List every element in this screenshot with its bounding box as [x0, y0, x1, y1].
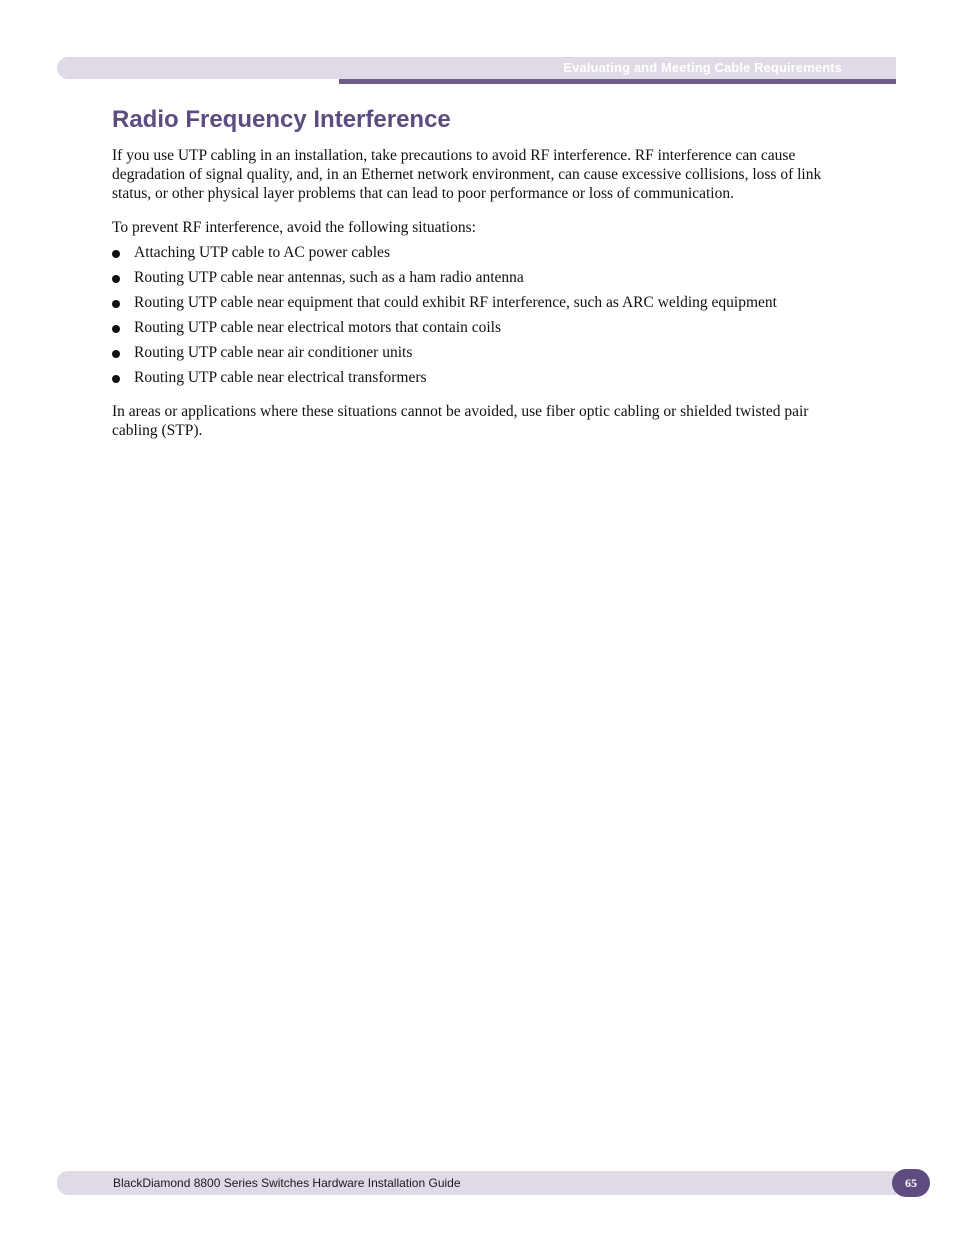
bullet-icon — [112, 375, 120, 383]
guide-title: BlackDiamond 8800 Series Switches Hardware Installation Guide — [113, 1176, 461, 1190]
list-item-text: Routing UTP cable near electrical motors that contain coils — [134, 319, 502, 336]
list-item — [112, 318, 848, 337]
list-lead-paragraph: To prevent RF interference, avoid the following situations: — [112, 219, 476, 236]
list-item-text: Routing UTP cable near equipment that could exhibit RF interference, such as ARC welding equipment — [134, 294, 777, 311]
running-header — [57, 57, 896, 79]
page-number-badge: 65 — [892, 1169, 930, 1197]
list-item-text: Routing UTP cable near electrical transformers — [134, 369, 427, 386]
list-item — [112, 268, 848, 287]
list-item — [112, 293, 848, 312]
header-divider — [339, 79, 896, 84]
list-item-text: Routing UTP cable near antennas, such as a ham radio antenna — [134, 269, 524, 286]
bullet-icon — [112, 325, 120, 333]
list-item-text: Attaching UTP cable to AC power cables — [134, 244, 390, 261]
bullet-icon — [112, 350, 120, 358]
section-heading: Radio Frequency Interference — [112, 106, 451, 133]
running-footer — [57, 1171, 896, 1195]
list-item — [112, 368, 848, 387]
list-item — [112, 343, 848, 362]
intro-paragraph: If you use UTP cabling in an installation, take precautions to avoid RF interference. RF interference can cause degradation of signal quality, and, in an Ethernet network environment, can cause excessive collisions, loss of link status, or other physical layer problems that can lead to poor performance or loss of communication. — [112, 147, 822, 202]
running-header-title: Evaluating and Meeting Cable Requirements — [563, 60, 842, 75]
list-item — [112, 243, 848, 262]
bullet-icon — [112, 250, 120, 258]
closing-paragraph: In areas or applications where these situations cannot be avoided, use fiber optic cabling or shielded twisted pair cabling (STP). — [112, 403, 809, 439]
section-body — [112, 146, 848, 440]
list-item-text: Routing UTP cable near air conditioner units — [134, 344, 413, 361]
situations-list — [112, 243, 848, 387]
bullet-icon — [112, 275, 120, 283]
bullet-icon — [112, 300, 120, 308]
